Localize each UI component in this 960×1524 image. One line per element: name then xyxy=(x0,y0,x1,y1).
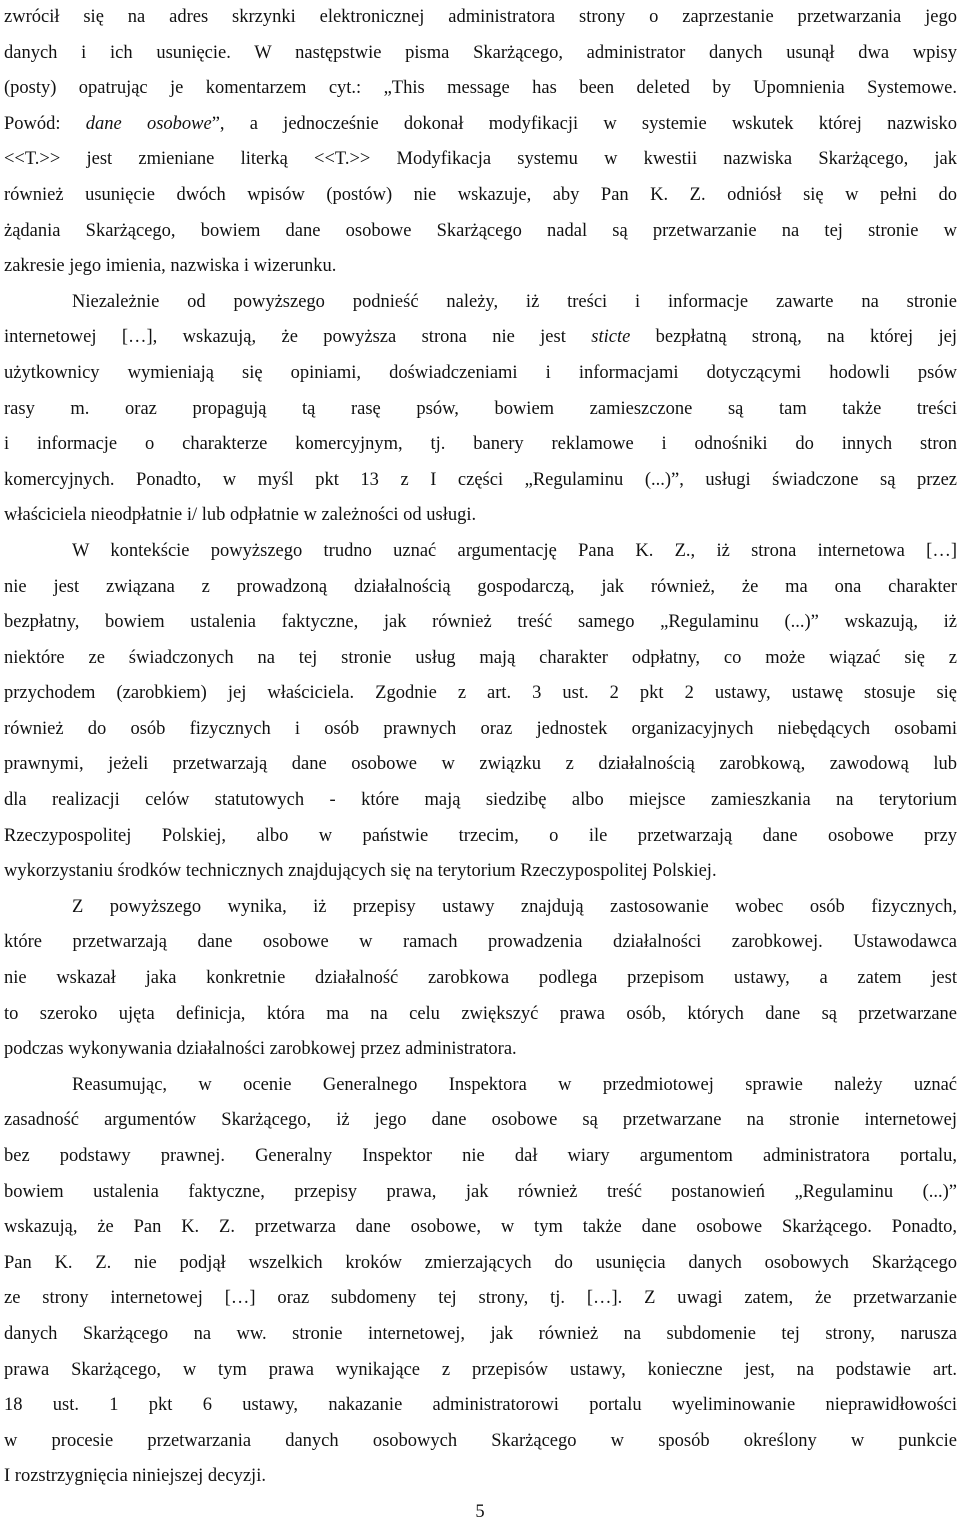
text-line: zasadność argumentów Skarżącego, iż jego dane osobowe są przetwarzane na stronie internetowej xyxy=(4,1110,957,1131)
text-line: niektóre ze świadczonych na tej stronie usług mają charakter odpłatny, co może wiązać się z xyxy=(4,647,957,668)
text-line: prawa Skarżącego, w tym prawa wynikające z przepisów ustawy, konieczne jest, na podstawie art. xyxy=(4,1359,957,1380)
text-line: które przetwarzają dane osobowe w ramach prowadzenia działalności zarobkowej. Ustawodawca xyxy=(4,932,957,953)
text-line: Reasumując, w ocenie Generalnego Inspektora w przedmiotowej sprawie należy uznać xyxy=(72,1074,957,1095)
text-line: i informacje o charakterze komercyjnym, tj. banery reklamowe i odnośniki do innych stron xyxy=(4,434,957,455)
text-line: 18 ust. 1 pkt 6 ustawy, nakazanie administratorowi portalu wyeliminowanie nieprawidłowości xyxy=(4,1395,957,1416)
text-line: również usunięcie dwóch wpisów (postów) nie wskazuje, aby Pan K. Z. odniósł się w pełni do xyxy=(4,184,957,205)
text-line: bezpłatny, bowiem ustalenia faktyczne, jak również treść samego „Regulaminu (...)” wskazują, iż xyxy=(4,612,957,633)
text-line: dla realizacji celów statutowych - które mają siedzibę albo miejsce zamieszkania na terytorium xyxy=(4,790,957,811)
text-line: Pan K. Z. nie podjął wszelkich kroków zmierzających do usunięcia danych osobowych Skarżącego xyxy=(4,1252,957,1273)
text-line: internetowej […], wskazują, że powyższa strona nie jest sticte bezpłatną stroną, na której jej xyxy=(4,327,957,348)
text-line: nie jest związana z prowadzoną działalnością gospodarczą, jak również, że ma ona charakter xyxy=(4,576,957,597)
text-line: danych Skarżącego na ww. stronie internetowej, jak również na subdomenie tej strony, narusza xyxy=(4,1323,957,1344)
text-line: Niezależnie od powyższego podnieść należy, iż treści i informacje zawarte na stronie xyxy=(72,291,957,312)
text-line: ze strony internetowej […] oraz subdomeny tej strony, tj. […]. Z uwagi zatem, że przetwarzanie xyxy=(4,1288,957,1309)
text-line: <<T.>> jest zmieniane literką <<T.>> Modyfikacja systemu w kwestii nazwiska Skarżącego, jak xyxy=(4,149,957,170)
text-line: to szeroko ujęta definicja, która ma na celu zwiększyć prawa osób, których dane są przetwarzane xyxy=(4,1003,957,1024)
text-line: zwrócił się na adres skrzynki elektronicznej administratora strony o zaprzestanie przetwarzania jego xyxy=(4,7,957,27)
document-page xyxy=(4,0,957,1495)
text-line: wykorzystaniu środków technicznych znajdujących się na terytorium Rzeczypospolitej Polskiej. xyxy=(4,861,717,882)
text-line: wskazują, że Pan K. Z. przetwarza dane osobowe, w tym także dane osobowe Skarżącego. Ponadto, xyxy=(4,1217,957,1238)
text-line: żądania Skarżącego, bowiem dane osobowe Skarżącego nadal są przetwarzanie na tej stronie w xyxy=(4,220,957,241)
text-line: Z powyższego wynika, iż przepisy ustawy znajdują zastosowanie wobec osób fizycznych, xyxy=(72,896,957,917)
text-line: zakresie jego imienia, nazwiska i wizerunku. xyxy=(4,256,337,277)
text-line: bowiem ustalenia faktyczne, przepisy prawa, jak również treść postanowień „Regulaminu (...)” xyxy=(4,1181,957,1202)
text-line: komercyjnych. Ponadto, w myśl pkt 13 z I części „Regulaminu (...)”, usługi świadczone są przez xyxy=(4,469,957,490)
text-line: W kontekście powyższego trudno uznać argumentację Pana K. Z., iż strona internetowa […] xyxy=(72,540,957,561)
document-body xyxy=(4,0,957,1495)
page-number: 5 xyxy=(475,1502,485,1522)
text-line: również do osób fizycznych i osób prawnych oraz jednostek organizacyjnych niebędących osobami xyxy=(4,718,957,739)
text-line: danych i ich usunięcie. W następstwie pisma Skarżącego, administrator danych usunął dwa wpisy xyxy=(4,42,957,63)
text-line: w procesie przetwarzania danych osobowych Skarżącego w sposób określony w punkcie xyxy=(4,1430,957,1451)
text-line: I rozstrzygnięcia niniejszej decyzji. xyxy=(4,1466,266,1487)
text-line: Rzeczypospolitej Polskiej, albo w państwie trzecim, o ile przetwarzają dane osobowe przy xyxy=(4,825,957,846)
text-line: rasy m. oraz propagują tą rasę psów, bowiem zamieszczone są tam także treści xyxy=(4,398,957,419)
text-line: właściciela nieodpłatnie i/ lub odpłatnie w zależności od usługi. xyxy=(4,505,477,526)
text-line: podczas wykonywania działalności zarobkowej przez administratora. xyxy=(4,1039,517,1060)
text-line: przychodem (zarobkiem) jej właściciela. Zgodnie z art. 3 ust. 2 pkt 2 ustawy, ustawę stosuje się xyxy=(4,683,957,704)
text-line: bez podstawy prawnej. Generalny Inspektor nie dał wiary argumentom administratora portalu, xyxy=(4,1146,957,1166)
text-line: (posty) opatrując je komentarzem cyt.: „This message has been deleted by Upomnienia Systemowe. xyxy=(4,78,957,99)
text-line: użytkownicy wymieniają się opiniami, doświadczeniami i informacjami dotyczącymi hodowli psów xyxy=(4,362,957,383)
text-line: prawnymi, jeżeli przetwarzają dane osobowe w związku z działalnością zarobkową, zawodową lub xyxy=(4,754,957,775)
text-line: Powód: dane osobowe”, a jednocześnie dokonał modyfikacji w systemie wskutek której nazwisko xyxy=(4,113,957,134)
text-line: nie wskazał jaka konkretnie działalność zarobkowa podlega przepisom ustawy, a zatem jest xyxy=(4,968,957,989)
